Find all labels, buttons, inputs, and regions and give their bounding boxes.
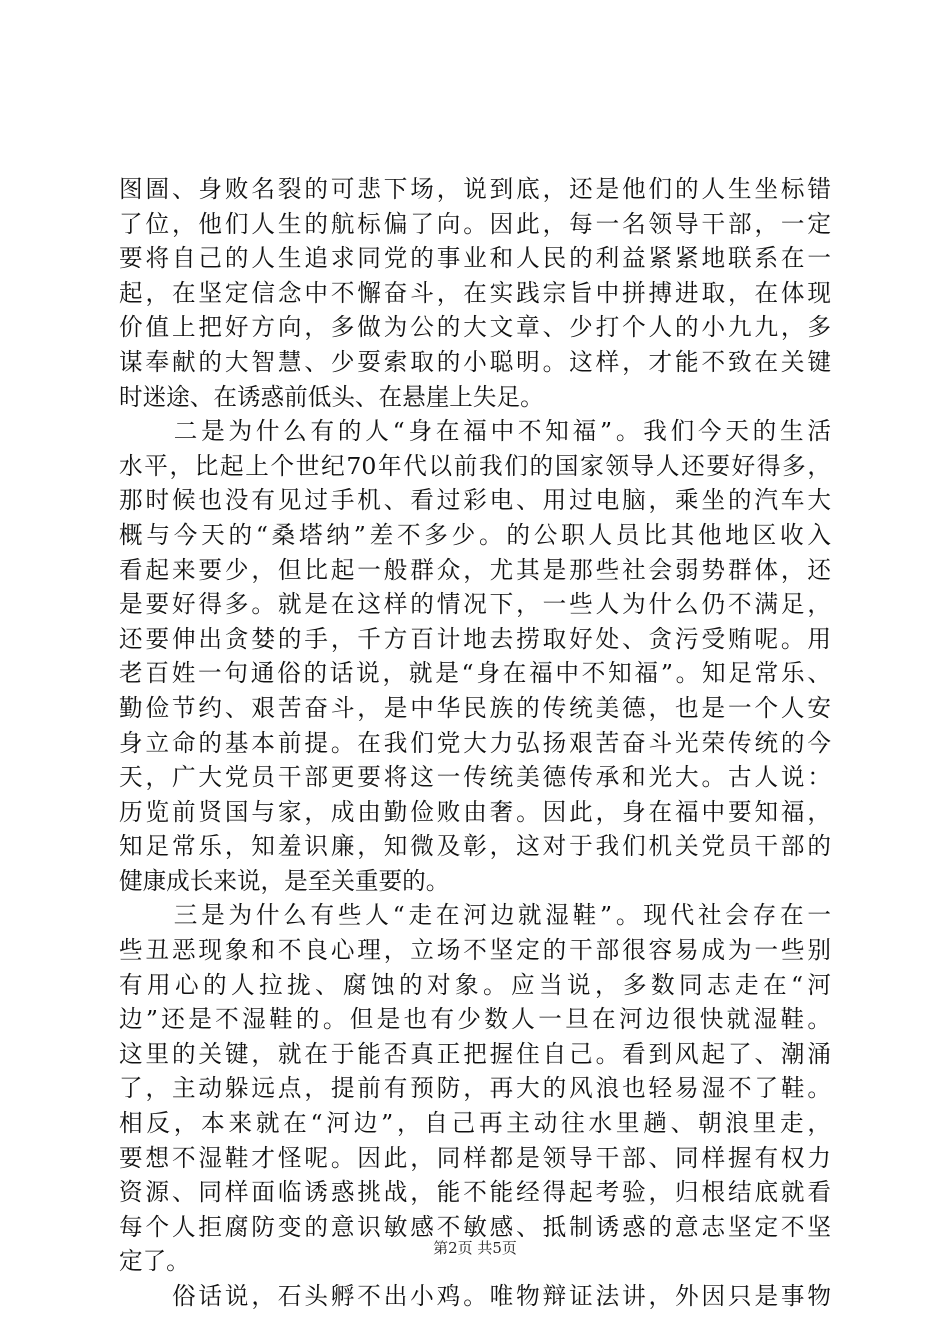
text-line: 有用心的人拉拢、腐蚀的对象。应当说，多数同志走在“河 (119, 970, 831, 999)
text-line: 勤俭节约、艰苦奋斗，是中华民族的传统美德，也是一个人安 (119, 693, 831, 722)
text-line: 老百姓一句通俗的话说，就是“身在福中不知福”。知足常乐、 (119, 659, 831, 688)
text-line: 起，在坚定信念中不懈奋斗，在实践宗旨中拼搏进取，在体现 (119, 278, 831, 307)
text-line: 这里的关键，就在于能否真正把握住自己。看到风起了、潮涌 (119, 1039, 831, 1068)
text-line: 价值上把好方向，多做为公的大文章、少打个人的小九九，多 (119, 313, 831, 342)
text-line: 概与今天的“桑塔纳”差不多少。的公职人员比其他地区收入 (119, 520, 831, 549)
page-footer: 第2页 共5页 (433, 1239, 517, 1257)
text-line: 图圄、身败名裂的可悲下场，说到底，还是他们的人生坐标错 (119, 175, 831, 203)
text-line: 资源、同样面临诱惑挑战，能不能经得起考验，归根结底就看 (119, 1178, 831, 1207)
text-line: 时迷途、在诱惑前低头、在悬崖上失足。 (119, 382, 544, 411)
text-line: 天，广大党员干部更要将这一传统美德传承和光大。古人说： (119, 763, 831, 792)
text-line: 谋奉献的大智慧、少耍索取的小聪明。这样，才能不致在关键 (119, 347, 831, 376)
text-line: 二是为什么有的人“身在福中不知福”。我们今天的生活 (119, 417, 831, 446)
text-line: 了位，他们人生的航标偏了向。因此，每一名领导干部，一定 (119, 209, 831, 238)
text-line: 些丑恶现象和不良心理，立场不坚定的干部很容易成为一些别 (119, 936, 831, 965)
text-line: 了，主动躲远点，提前有预防，再大的风浪也轻易湿不了鞋。 (119, 1074, 831, 1103)
text-line: 要想不湿鞋才怪呢。因此，同样都是领导干部、同样握有权力 (119, 1143, 831, 1172)
text-line: 那时候也没有见过手机、看过彩电、用过电脑，乘坐的汽车大 (119, 486, 831, 515)
text-line: 要将自己的人生追求同党的事业和人民的利益紧紧地联系在一 (119, 244, 831, 273)
text-line: 身立命的基本前提。在我们党大力弘扬艰苦奋斗光荣传统的今 (119, 728, 831, 757)
text-line: 水平，比起上个世纪70年代以前我们的国家领导人还要好得多， (119, 451, 831, 480)
text-line: 还要伸出贪婪的手，千方百计地去捞取好处、贪污受贿呢。用 (119, 624, 831, 653)
text-line: 俗话说，石头孵不出小鸡。唯物辩证法讲，外因只是事物 (119, 1282, 831, 1310)
text-line: 定了。 (119, 1247, 190, 1276)
text-line: 历览前贤国与家，成由勤俭败由奢。因此，身在福中要知福， (119, 797, 831, 826)
text-line: 边”还是不湿鞋的。但是也有少数人一旦在河边很快就湿鞋。 (119, 1005, 831, 1034)
text-line: 三是为什么有些人“走在河边就湿鞋”。现代社会存在一 (119, 901, 831, 930)
text-line: 相反，本来就在“河边”，自己再主动往水里趟、朝浪里走， (119, 1109, 831, 1138)
text-line: 知足常乐，知羞识廉，知微及彰，这对于我们机关党员干部的 (119, 832, 831, 861)
text-line: 健康成长来说，是至关重要的。 (119, 866, 450, 895)
text-line: 每个人拒腐防变的意识敏感不敏感、抵制诱惑的意志坚定不坚 (119, 1212, 831, 1241)
text-line: 是要好得多。就是在这样的情况下，一些人为什么仍不满足， (119, 590, 831, 619)
text-line: 看起来要少，但比起一般群众，尤其是那些社会弱势群体，还 (119, 555, 831, 584)
body-text (119, 172, 831, 1314)
